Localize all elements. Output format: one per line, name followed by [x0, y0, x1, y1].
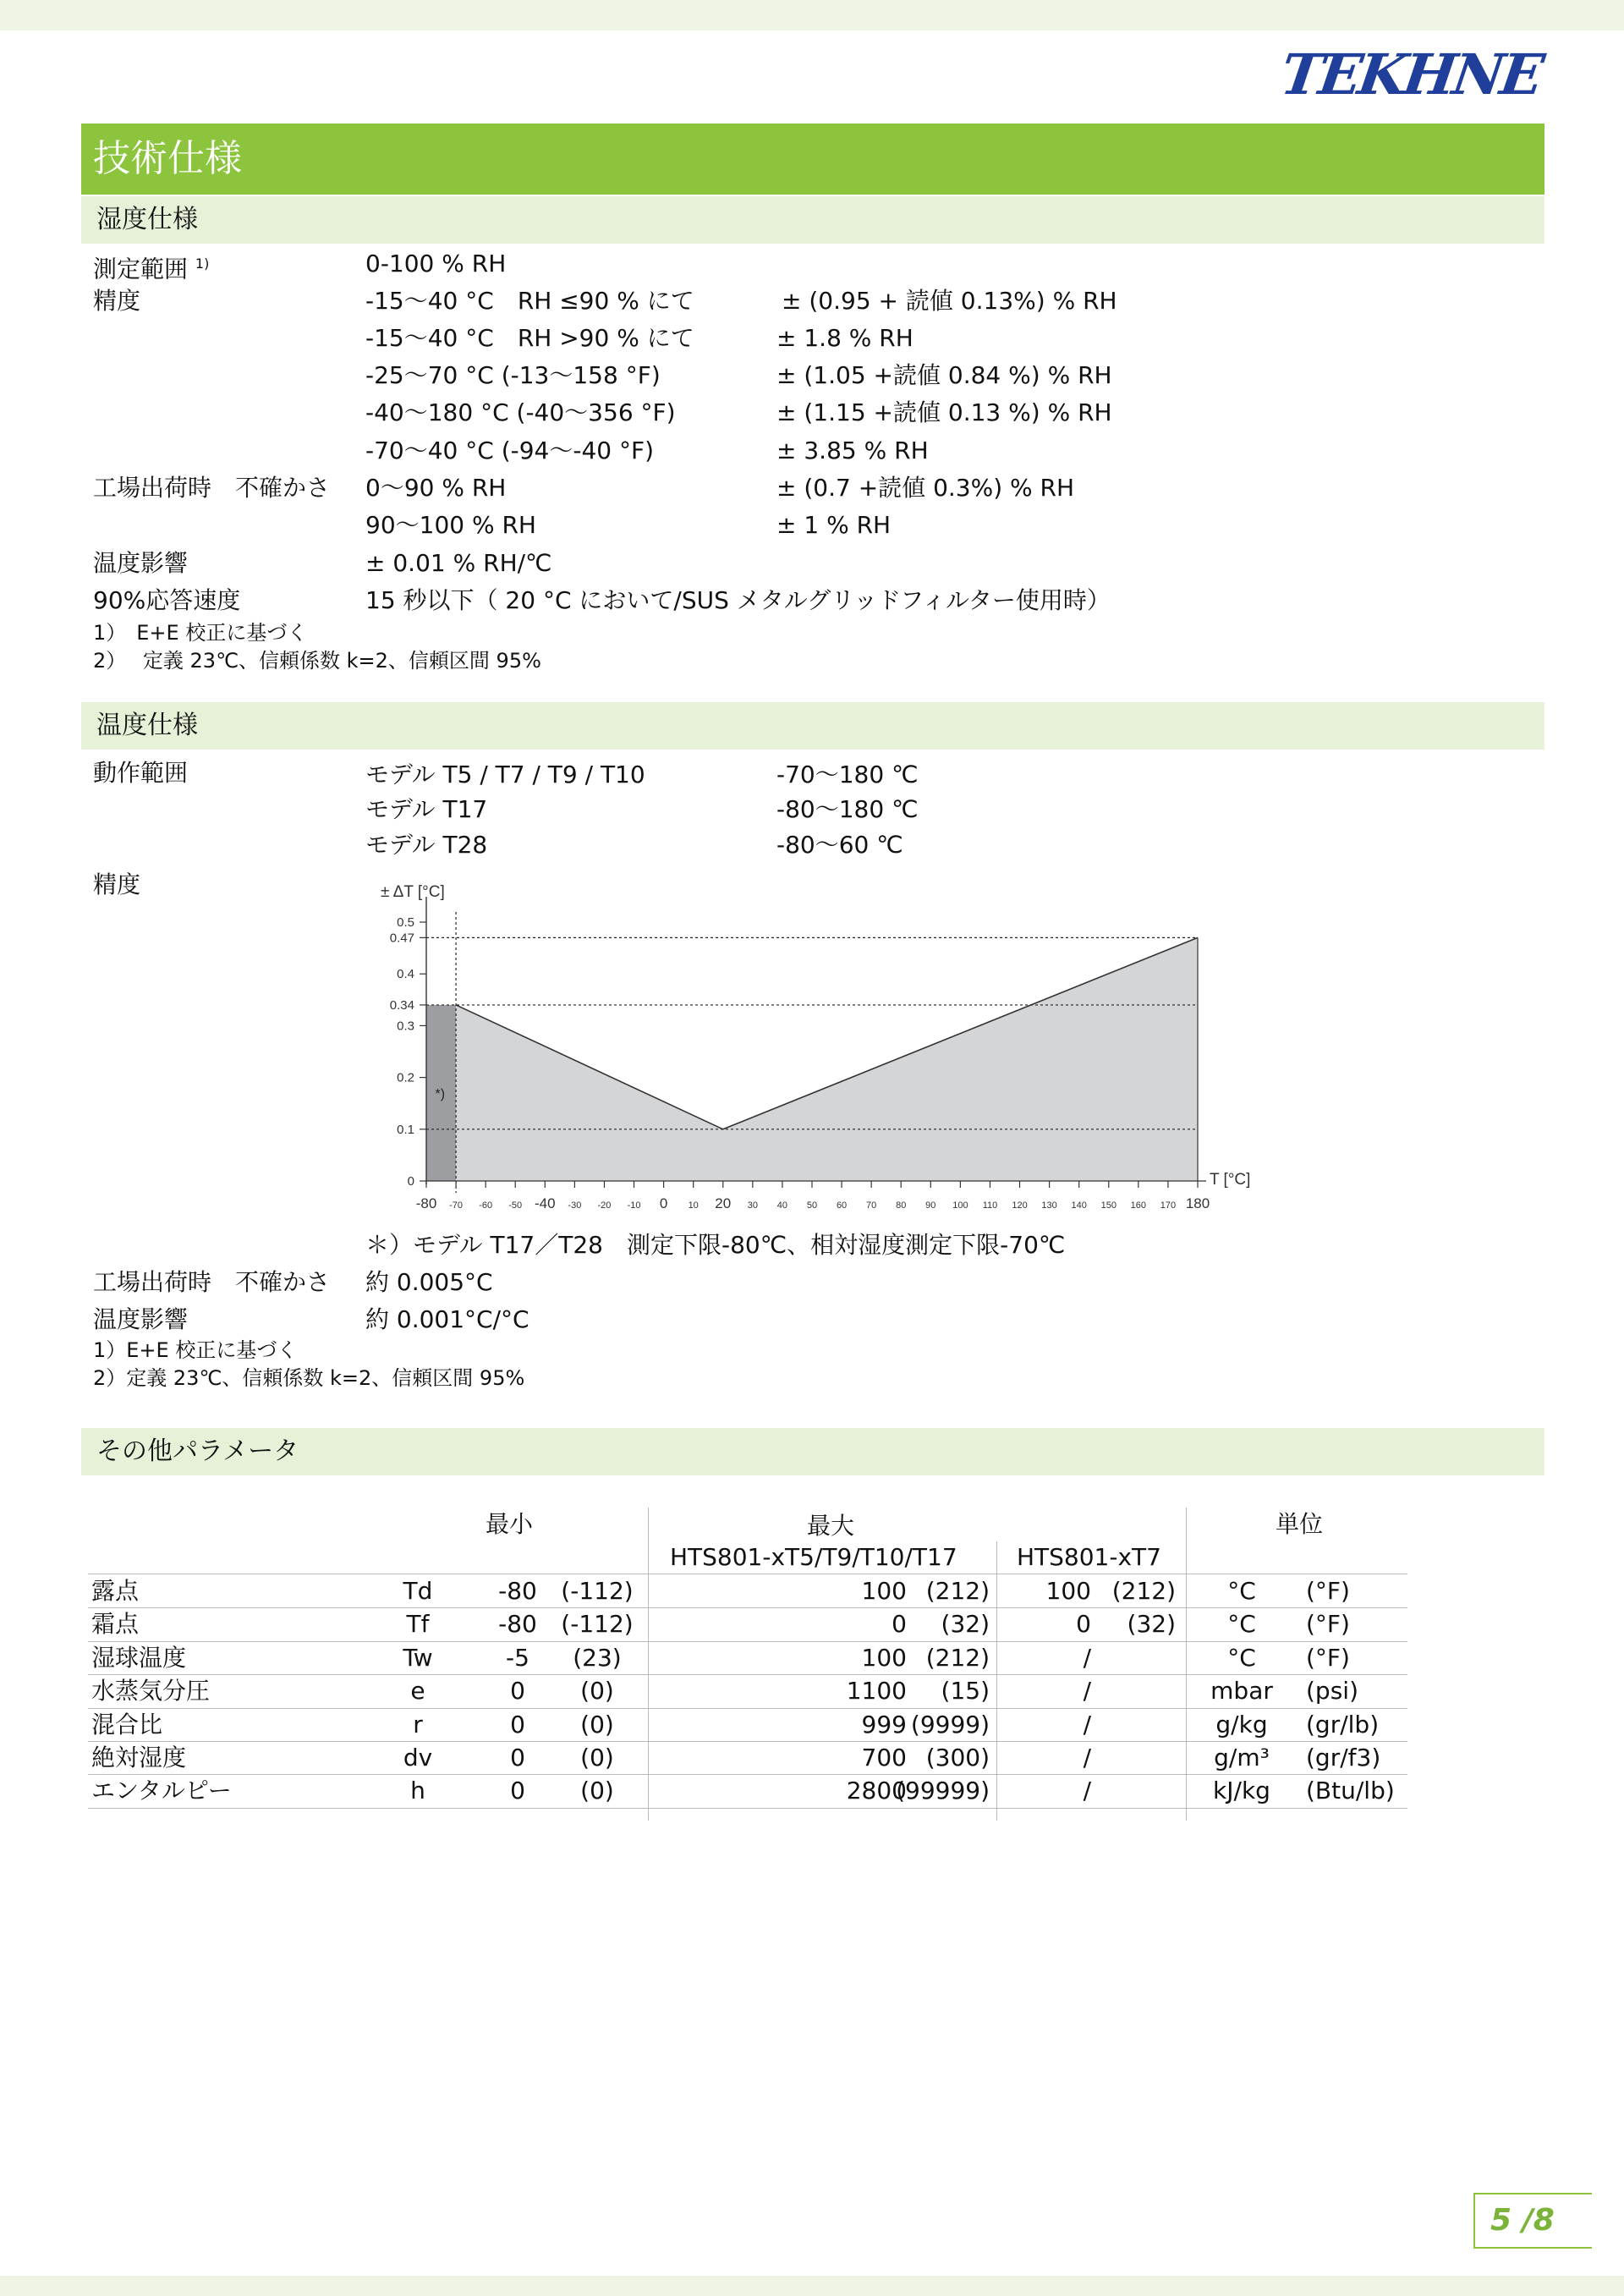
cell-max-a: 0: [892, 1610, 907, 1639]
x-tick-label: 80: [896, 1200, 907, 1211]
operating-range: -70～180 ℃: [776, 761, 919, 788]
cell-unit: g/kg: [1215, 1710, 1268, 1738]
cell-unit: kJ/kg: [1213, 1777, 1270, 1805]
cell-min-f: (-112): [561, 1577, 634, 1605]
extension-label: *): [435, 1087, 446, 1102]
chart-footnote: ＊）モデル T17／T28 測定下限-80℃、相対湿度測定下限-70℃: [365, 1231, 1066, 1259]
cell-max-b-f: (32): [1127, 1610, 1176, 1639]
humidity-temp-effect-value: ± 0.01 % RH/℃: [365, 549, 552, 577]
x-tick-label: 130: [1041, 1200, 1057, 1211]
y-tick-label: 0.4: [397, 967, 414, 982]
operating-range-label: 動作範囲: [93, 759, 189, 787]
cell-name: 霜点: [91, 1610, 140, 1639]
cell-unit-alt: (gr/lb): [1306, 1710, 1380, 1738]
accuracy-value: ± 1.8 % RH: [776, 324, 914, 352]
temperature-temp-effect-value: 約 0.001°C/°C: [365, 1305, 529, 1333]
humidity-factory-label: 工場出荷時 不確かさ: [93, 474, 331, 502]
y-tick-label: 0.47: [389, 931, 414, 946]
cell-unit-alt: (psi): [1306, 1677, 1358, 1706]
accuracy-value: ± (0.95 + 読値 0.13%) % RH: [782, 287, 1117, 315]
x-tick-label: 50: [806, 1200, 818, 1211]
header-min: 最小: [486, 1510, 534, 1538]
x-tick-label: -10: [627, 1200, 641, 1211]
x-tick-label: 90: [925, 1200, 936, 1211]
factory-condition: 90～100 % RH: [365, 511, 536, 539]
temperature-accuracy-chart: [355, 871, 1286, 1218]
temperature-accuracy-label: 精度: [93, 871, 141, 898]
temperature-factory-label: 工場出荷時 不確かさ: [93, 1268, 331, 1296]
cell-name: 湿球温度: [91, 1643, 187, 1672]
cell-max-b-f: (212): [1111, 1577, 1176, 1605]
y-tick-label: 0: [407, 1174, 414, 1189]
x-tick-label: 40: [776, 1200, 788, 1211]
accuracy-value: ± (1.15 +読値 0.13 %) % RH: [776, 398, 1112, 426]
cell-min: 0: [510, 1744, 525, 1771]
cell-unit-alt: (°F): [1306, 1643, 1350, 1672]
cell-max-b: /: [1083, 1777, 1091, 1805]
x-tick-label: -80: [415, 1195, 437, 1211]
cell-min-f: (0): [580, 1777, 614, 1805]
cell-sym: Td: [403, 1577, 433, 1605]
accuracy-condition: -15～40 °C RH ≤90 % にて: [365, 287, 694, 315]
cell-sym: Tw: [403, 1643, 433, 1672]
header-unit: 単位: [1276, 1510, 1324, 1538]
cell-name: 露点: [91, 1577, 140, 1605]
other-params-table: [88, 1497, 1407, 1819]
cell-max-b: /: [1083, 1710, 1091, 1738]
cell-max-a-f: (15): [941, 1677, 990, 1706]
cell-min: -5: [506, 1643, 529, 1672]
cell-min: 0: [510, 1677, 525, 1706]
operating-model: モデル T5 / T7 / T9 / T10: [365, 761, 645, 788]
accuracy-condition: -25～70 °C (-13～158 °F): [365, 361, 661, 389]
cell-max-b: /: [1083, 1677, 1091, 1706]
humidity-temp-effect-label: 温度影響: [93, 549, 189, 577]
x-tick-label: 150: [1100, 1200, 1116, 1211]
y-tick-label: 0.1: [397, 1122, 414, 1137]
x-tick-label: 110: [982, 1200, 998, 1211]
x-tick-label: -40: [535, 1195, 556, 1211]
operating-model: モデル T28: [365, 831, 488, 859]
measure-range-value: 0-100 % RH: [365, 250, 507, 277]
y-tick-label: 0.3: [397, 1019, 414, 1034]
operating-range: -80～60 ℃: [776, 831, 903, 859]
temperature-section-heading: 温度仕様: [81, 702, 1544, 750]
factory-value: ± 1 % RH: [776, 511, 892, 539]
x-tick-label: 100: [952, 1200, 968, 1211]
measure-range-label: 測定範囲 $^{1)}$: [93, 255, 210, 283]
cell-name: 水蒸気分圧: [91, 1677, 211, 1706]
cell-min-f: (0): [580, 1710, 614, 1738]
x-tick-label: 70: [866, 1200, 877, 1211]
table-rule: [88, 1808, 1407, 1809]
cell-max-a: 100: [861, 1643, 907, 1672]
cell-unit-alt: (°F): [1306, 1610, 1350, 1639]
x-tick-label: -70: [449, 1200, 464, 1211]
x-tick-label: -60: [479, 1200, 493, 1211]
cell-max-b: /: [1083, 1744, 1091, 1771]
cell-min-f: (0): [580, 1677, 614, 1706]
factory-condition: 0～90 % RH: [365, 474, 507, 502]
x-tick-label: 160: [1130, 1200, 1147, 1211]
cell-min-f: (23): [573, 1643, 622, 1672]
cell-unit: mbar: [1210, 1677, 1273, 1706]
cell-unit: °C: [1227, 1643, 1256, 1672]
response-speed-label: 90%応答速度: [93, 586, 241, 614]
x-tick-label: 0: [659, 1195, 668, 1211]
accuracy-value: ± (1.05 +読値 0.84 %) % RH: [776, 361, 1112, 389]
cell-min-f: (-112): [561, 1610, 634, 1639]
response-speed-value: 15 秒以下（ 20 °C において/SUS メタルグリッドフィルター使用時）: [365, 586, 1111, 614]
x-tick-label: 170: [1160, 1200, 1177, 1211]
top-band: [0, 0, 1624, 30]
cell-max-a: 1100: [846, 1677, 907, 1706]
accuracy-area: [456, 937, 1198, 1181]
operating-model: モデル T17: [365, 795, 488, 823]
x-tick-label: 30: [747, 1200, 758, 1211]
cell-unit: °C: [1227, 1610, 1256, 1639]
y-tick-label: 0.34: [389, 997, 414, 1013]
header-max: 最大: [807, 1512, 855, 1540]
tekhne-logo: TEKHNE: [1276, 41, 1545, 107]
x-tick-label: 120: [1012, 1200, 1028, 1211]
cell-max-b: /: [1083, 1643, 1091, 1672]
cell-unit-alt: (°F): [1306, 1577, 1350, 1605]
cell-name: 混合比: [91, 1710, 163, 1738]
other-params-section-heading: その他パラメータ: [81, 1428, 1544, 1475]
x-tick-label: 10: [688, 1200, 699, 1211]
table-divider: [996, 1541, 997, 1821]
temperature-factory-value: 約 0.005°C: [365, 1268, 493, 1296]
cell-min: 0: [510, 1710, 525, 1738]
header-max-models-a: HTS801-xT5/T9/T10/T17: [670, 1543, 957, 1571]
cell-sym: h: [410, 1777, 425, 1805]
cell-unit-alt: (gr/f3): [1306, 1744, 1381, 1771]
footnote: 2） 定義 23℃、信頼係数 k=2、信頼区間 95%: [93, 649, 541, 673]
cell-min: 0: [510, 1777, 525, 1805]
cell-max-a-f: (300): [925, 1744, 990, 1771]
accuracy-condition: -40～180 °C (-40～356 °F): [365, 398, 676, 426]
cell-max-a-f: (212): [925, 1643, 990, 1672]
cell-sym: r: [413, 1710, 423, 1738]
operating-range: -80～180 ℃: [776, 795, 919, 823]
cell-max-b: 0: [1076, 1610, 1091, 1639]
x-tick-label: 20: [715, 1195, 732, 1211]
cell-unit: g/m³: [1214, 1744, 1270, 1771]
x-tick-label: 140: [1071, 1200, 1087, 1211]
cell-max-a-f: (212): [925, 1577, 990, 1605]
cell-max-a: 999: [861, 1710, 907, 1738]
page-title: 技術仕様: [81, 124, 1544, 195]
x-tick-label: -20: [597, 1200, 612, 1211]
x-tick-label: -30: [568, 1200, 582, 1211]
page-number: 5 /8: [1473, 2193, 1592, 2249]
cell-max-a: 2800: [846, 1777, 907, 1805]
cell-max-a: 700: [861, 1744, 907, 1771]
cell-min: -80: [498, 1577, 537, 1605]
footnote: 1） E+E 校正に基づく: [93, 621, 308, 645]
cell-name: エンタルピー: [91, 1777, 232, 1805]
cell-max-a-f: (99999): [896, 1777, 990, 1805]
cell-min-f: (0): [580, 1744, 614, 1771]
y-axis-label: ± ΔT [°C]: [381, 883, 445, 901]
footnote: 2）定義 23℃、信頼係数 k=2、信頼区間 95%: [93, 1366, 525, 1390]
humidity-section-heading: 湿度仕様: [81, 196, 1544, 244]
cell-sym: Tf: [406, 1610, 430, 1639]
x-tick-label: 60: [836, 1200, 848, 1211]
y-tick-label: 0.5: [397, 915, 414, 930]
cell-max-a: 100: [861, 1577, 907, 1605]
cell-unit: °C: [1227, 1577, 1256, 1605]
cell-max-b: 100: [1045, 1577, 1091, 1605]
humidity-accuracy-label: 精度: [93, 287, 141, 315]
header-max-models-b: HTS801-xT7: [1017, 1543, 1161, 1571]
cell-sym: dv: [403, 1744, 433, 1771]
x-tick-label: -50: [508, 1200, 523, 1211]
cell-min: -80: [498, 1610, 537, 1639]
accuracy-condition: -70～40 °C (-94～-40 °F): [365, 437, 655, 464]
cell-name: 絶対湿度: [91, 1744, 187, 1771]
cell-unit-alt: (Btu/lb): [1306, 1777, 1395, 1805]
footnote: 1）E+E 校正に基づく: [93, 1338, 298, 1362]
temperature-temp-effect-label: 温度影響: [93, 1305, 189, 1333]
cell-sym: e: [410, 1677, 425, 1706]
accuracy-value: ± 3.85 % RH: [776, 437, 929, 464]
x-axis-label: T [°C]: [1210, 1171, 1251, 1189]
cell-max-a-f: (32): [941, 1610, 990, 1639]
bottom-band: [0, 2276, 1624, 2296]
y-tick-label: 0.2: [397, 1070, 414, 1085]
x-tick-label: 180: [1185, 1195, 1210, 1211]
cell-max-a-f: (9999): [910, 1710, 990, 1738]
accuracy-condition: -15～40 °C RH >90 % にて: [365, 324, 694, 352]
factory-value: ± (0.7 +読値 0.3%) % RH: [776, 474, 1075, 502]
